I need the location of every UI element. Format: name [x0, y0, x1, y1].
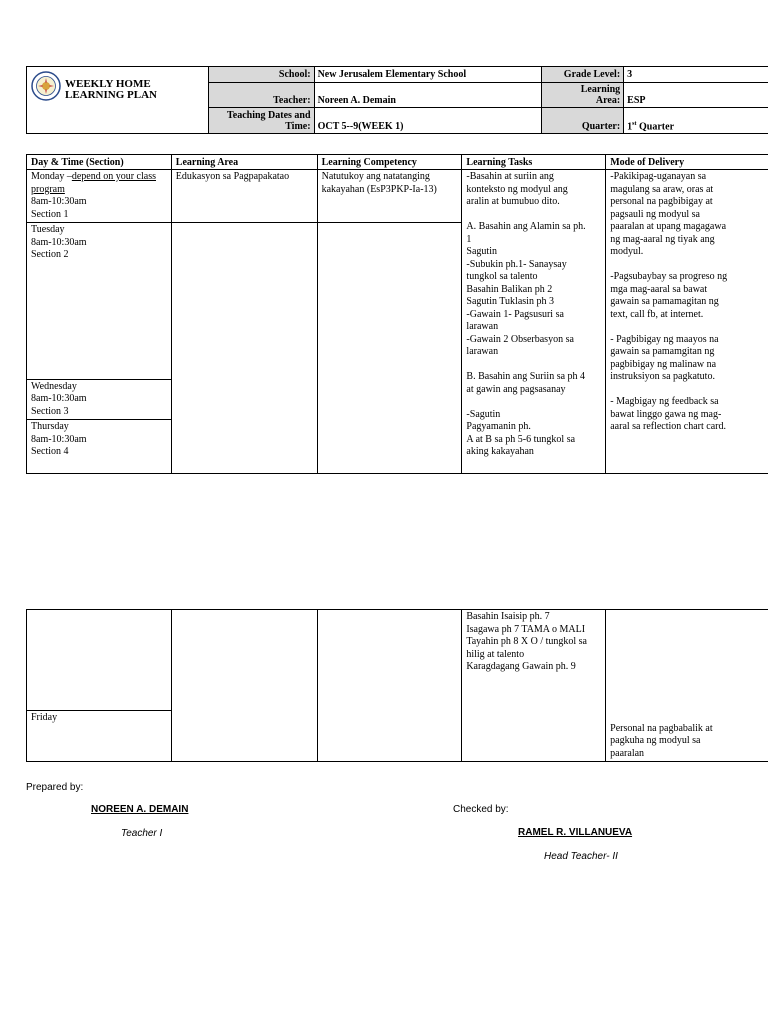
delivery-line: aaral sa reflection chart card. [610, 421, 726, 432]
task-line: at gawin ang pagsasanay [466, 383, 566, 395]
grade-value: 3 [624, 67, 768, 83]
continued-delivery-line: Personal na pagbabalik at [610, 722, 713, 734]
col-header-tasks: Learning Tasks [462, 155, 606, 170]
area-label [542, 83, 624, 108]
plan-title-line2: LEARNING PLAN [65, 89, 157, 101]
col-header-area: Learning Area [171, 155, 317, 170]
continued-area-empty [171, 610, 317, 762]
school-label: School: [208, 67, 314, 83]
task-line: -Subukin ph.1- Sanaysay [466, 258, 567, 270]
plan-title [65, 79, 157, 101]
task-line: -Sagutin [466, 408, 501, 420]
task-line [466, 396, 601, 409]
delivery-line [610, 259, 768, 272]
task-line: larawan [466, 321, 499, 332]
task-line: konteksto ng modyul ang [466, 183, 568, 195]
task-line: larawan [466, 346, 499, 357]
tasks-cell [462, 170, 606, 474]
delivery-line: pagbibigay ng malinaw na [610, 358, 717, 370]
monday-program-note: depend on your class program [31, 171, 156, 195]
task-line: aking kakayahan [466, 446, 534, 457]
continued-delivery-list [610, 723, 768, 761]
prepared-by-title: Teacher I [121, 828, 163, 839]
task-line: B. Basahin ang Suriin sa ph 4 [466, 371, 586, 382]
task-line: -Gawain 2 Obserbasyon sa [466, 333, 574, 345]
teacher-label: Teacher: [208, 83, 314, 108]
task-line: 1 [466, 233, 472, 245]
delivery-line: - Magbigay ng feedback sa [610, 396, 719, 407]
delivery-line: ng mag-aaral ng tiyak ang [610, 233, 715, 245]
monday-cell [27, 170, 172, 223]
continued-delivery-line: pagkuha ng modyul sa [610, 735, 701, 746]
monday-time: 8am-10:30am [31, 196, 87, 207]
grade-label: Grade Level: [542, 67, 624, 83]
delivery-line [610, 321, 768, 334]
continued-task-line: hilig at talento [466, 648, 525, 660]
delivery-cell [606, 170, 768, 474]
dates-label-line1: Teaching Dates and [227, 109, 311, 121]
delivery-line: magulang sa araw, oras at [610, 183, 714, 195]
tasks-list [466, 171, 601, 459]
quarter-num: 1 [627, 121, 633, 132]
tuesday-section: Section 2 [31, 249, 69, 260]
wednesday-label: Wednesday [31, 380, 77, 392]
delivery-line: gawain sa pamamgitan ng [610, 346, 715, 357]
delivery-line: personal na pagbibigay at [610, 196, 713, 207]
delivery-list [610, 171, 768, 434]
dates-value: OCT 5--9(WEEK 1) [314, 108, 542, 134]
continued-task-line: Tayahin ph 8 X O / tungkol sa [466, 636, 587, 647]
continued-delivery-line: paaralan [610, 747, 645, 759]
quarter-value [624, 108, 768, 134]
thursday-cell [27, 420, 172, 474]
thursday-time: 8am-10:30am [31, 433, 87, 445]
col-header-competency: Learning Competency [317, 155, 462, 170]
plan-title-line1: WEEKLY HOME [65, 78, 151, 90]
dates-label [208, 108, 314, 134]
prepared-by-name: NOREEN A. DEMAIN [91, 804, 189, 815]
continued-tasks-list [466, 611, 601, 674]
continued-day-empty [27, 610, 172, 711]
delivery-line: instruksiyon sa pagkatuto. [610, 371, 715, 382]
task-line: Sagutin [466, 246, 497, 257]
delivery-line: bawat linggo gawa ng mag- [610, 408, 722, 420]
col-header-delivery: Mode of Delivery [606, 155, 768, 170]
competency-empty [317, 223, 462, 474]
delivery-line: -Pagsubaybay sa progreso ng [610, 271, 728, 282]
task-line [466, 209, 601, 222]
continued-task-line: Isagawa ph 7 TAMA o MALI [466, 623, 586, 635]
tuesday-cell [27, 223, 172, 380]
learning-area-cell: Edukasyon sa Pagpapakatao [171, 170, 317, 223]
learning-area-empty [171, 223, 317, 474]
continued-delivery-cell [606, 610, 768, 762]
monday-prefix: Monday – [31, 171, 72, 182]
checked-by-title: Head Teacher- II [544, 851, 618, 862]
continued-competency-empty [317, 610, 462, 762]
logo-cell [27, 67, 209, 134]
header-table [26, 66, 768, 134]
delivery-line: - Pagbibigay ng maayos na [610, 333, 719, 345]
monday-section: Section 1 [31, 208, 69, 220]
wednesday-section: Section 3 [31, 405, 69, 417]
plan-table [26, 154, 768, 474]
delivery-line: text, call fb, at internet. [610, 308, 704, 320]
delivery-line: modyul. [610, 246, 644, 257]
competency-cell: Natutukoy ang natatanging kakayahan (EsP3PKP-Ia-13) [317, 170, 462, 223]
area-value: ESP [624, 83, 768, 108]
task-line [466, 359, 601, 372]
teacher-value: Noreen A. Demain [314, 83, 542, 108]
delivery-line [610, 384, 768, 397]
checked-by-name: RAMEL R. VILLANUEVA [518, 827, 633, 838]
delivery-line: gawain sa pamamagitan ng [610, 296, 719, 307]
delivery-line: mga mag-aaral sa bawat [610, 283, 708, 295]
continued-task-line: Karagdagang Gawain ph. 9 [466, 661, 576, 672]
tuesday-time: 8am-10:30am [31, 236, 87, 248]
task-line: Sagutin Tuklasin ph 3 [466, 296, 554, 307]
tuesday-label: Tuesday [31, 224, 65, 235]
friday-cell: Friday [27, 711, 172, 762]
col-header-day: Day & Time (Section) [27, 155, 172, 170]
task-line: Pagyamanin ph. [466, 421, 531, 432]
delivery-line: pagsauli ng modyul sa [610, 208, 700, 220]
task-line: -Gawain 1- Pagsusuri sa [466, 308, 564, 320]
school-value: New Jerusalem Elementary School [314, 67, 542, 83]
checked-by-label: Checked by: [453, 804, 509, 815]
task-line: A. Basahin ang Alamin sa ph. [466, 221, 586, 232]
thursday-section: Section 4 [31, 446, 69, 457]
dates-label-line2: Time: [285, 120, 311, 132]
task-line: tungkol sa talento [466, 271, 538, 282]
wednesday-cell [27, 379, 172, 420]
delivery-line: -Pakikipag-uganayan sa [610, 171, 707, 182]
thursday-label: Thursday [31, 421, 69, 432]
task-line: aralin at bumubuo dito. [466, 196, 560, 207]
wednesday-time: 8am-10:30am [31, 393, 87, 404]
task-line: -Basahin at suriin ang [466, 171, 554, 182]
area-label-line2: Area: [595, 95, 621, 106]
area-label-line1: Learning [580, 84, 621, 95]
plan-table-continued [26, 609, 768, 762]
continued-task-line: Basahin Isaisip ph. 7 [466, 611, 550, 622]
quarter-sup: st [632, 120, 637, 127]
continued-tasks-cell [462, 610, 606, 762]
quarter-rest: Quarter [636, 121, 675, 132]
deped-seal-icon [31, 71, 61, 101]
task-line: Basahin Balikan ph 2 [466, 283, 553, 295]
task-line: A at B sa ph 5-6 tungkol sa [466, 433, 576, 445]
prepared-by-label: Prepared by: [26, 782, 84, 793]
quarter-label: Quarter: [542, 108, 624, 134]
delivery-line: paaralan at upang magagawa [610, 221, 727, 232]
